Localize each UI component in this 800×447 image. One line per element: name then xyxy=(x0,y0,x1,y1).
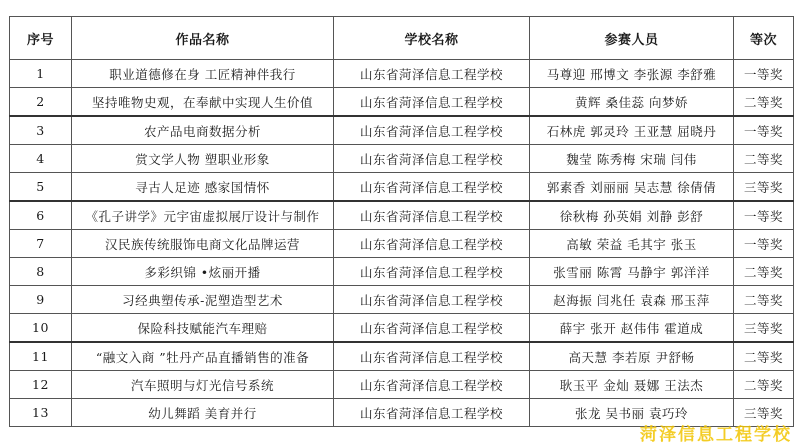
cell-school: 山东省菏泽信息工程学校 xyxy=(334,342,530,371)
cell-work: 坚持唯物史观，在奉献中实现人生价值 xyxy=(72,88,334,117)
header-school: 学校名称 xyxy=(334,17,530,60)
header-members: 参赛人员 xyxy=(530,17,734,60)
cell-work: 汽车照明与灯光信号系统 xyxy=(72,371,334,399)
cell-work: 职业道德修在身 工匠精神伴我行 xyxy=(72,60,334,88)
table-row xyxy=(10,145,794,173)
table-row xyxy=(10,230,794,258)
cell-members: 张龙 吴书丽 袁巧玲 xyxy=(530,399,734,427)
cell-members: 耿玉平 金灿 聂娜 王法杰 xyxy=(530,371,734,399)
cell-work: 多彩织锦 •炫丽开播 xyxy=(72,258,334,286)
cell-school: 山东省菏泽信息工程学校 xyxy=(334,286,530,314)
cell-award: 二等奖 xyxy=(734,145,794,173)
cell-members: 张雪丽 陈霄 马静宇 郭洋洋 xyxy=(530,258,734,286)
table-row xyxy=(10,201,794,230)
cell-award: 三等奖 xyxy=(734,173,794,202)
cell-index: 10 xyxy=(10,314,72,343)
cell-award: 一等奖 xyxy=(734,230,794,258)
cell-award: 三等奖 xyxy=(734,399,794,427)
cell-index: 6 xyxy=(10,201,72,230)
cell-members: 徐秋梅 孙英娟 刘静 彭舒 xyxy=(530,201,734,230)
cell-school: 山东省菏泽信息工程学校 xyxy=(334,116,530,145)
cell-school: 山东省菏泽信息工程学校 xyxy=(334,60,530,88)
cell-index: 11 xyxy=(10,342,72,371)
header-index: 序号 xyxy=(10,17,72,60)
cell-work: 汉民族传统服饰电商文化品牌运营 xyxy=(72,230,334,258)
cell-index: 1 xyxy=(10,60,72,88)
cell-award: 二等奖 xyxy=(734,342,794,371)
cell-work: 寻古人足迹 感家国情怀 xyxy=(72,173,334,202)
header-work: 作品名称 xyxy=(72,17,334,60)
cell-index: 8 xyxy=(10,258,72,286)
cell-index: 12 xyxy=(10,371,72,399)
cell-members: 高敏 荣益 毛其宇 张玉 xyxy=(530,230,734,258)
cell-award: 三等奖 xyxy=(734,314,794,343)
cell-school: 山东省菏泽信息工程学校 xyxy=(334,88,530,117)
cell-work: 赏文学人物 塑职业形象 xyxy=(72,145,334,173)
table-row xyxy=(10,314,794,343)
cell-award: 一等奖 xyxy=(734,201,794,230)
table-row xyxy=(10,342,794,371)
cell-work: 《孔子讲学》元宇宙虚拟展厅设计与制作 xyxy=(72,201,334,230)
cell-school: 山东省菏泽信息工程学校 xyxy=(334,258,530,286)
cell-index: 2 xyxy=(10,88,72,117)
cell-members: 薛宇 张开 赵伟伟 霍道成 xyxy=(530,314,734,343)
cell-index: 3 xyxy=(10,116,72,145)
school-watermark: 菏泽信息工程学校 xyxy=(640,425,792,445)
awards-table xyxy=(9,16,794,427)
cell-award: 二等奖 xyxy=(734,286,794,314)
cell-members: 郭素香 刘丽丽 吴志慧 徐倩倩 xyxy=(530,173,734,202)
table-row xyxy=(10,286,794,314)
cell-award: 一等奖 xyxy=(734,116,794,145)
cell-school: 山东省菏泽信息工程学校 xyxy=(334,201,530,230)
cell-members: 黄辉 桑佳蕊 向梦娇 xyxy=(530,88,734,117)
cell-school: 山东省菏泽信息工程学校 xyxy=(334,230,530,258)
table-header-row xyxy=(10,17,794,60)
cell-index: 7 xyxy=(10,230,72,258)
cell-school: 山东省菏泽信息工程学校 xyxy=(334,371,530,399)
cell-members: 赵海振 闫兆任 袁森 邢玉萍 xyxy=(530,286,734,314)
table-row xyxy=(10,258,794,286)
cell-members: 石林虎 郭灵玲 王亚慧 屈晓丹 xyxy=(530,116,734,145)
cell-members: 魏莹 陈秀梅 宋瑞 闫伟 xyxy=(530,145,734,173)
cell-work: 幼儿舞蹈 美育并行 xyxy=(72,399,334,427)
cell-work: 习经典塑传承-泥塑造型艺术 xyxy=(72,286,334,314)
cell-award: 二等奖 xyxy=(734,371,794,399)
cell-award: 二等奖 xyxy=(734,88,794,117)
cell-members: 高天慧 李若原 尹舒畅 xyxy=(530,342,734,371)
cell-index: 9 xyxy=(10,286,72,314)
table-row xyxy=(10,60,794,88)
cell-work: 农产品电商数据分析 xyxy=(72,116,334,145)
cell-school: 山东省菏泽信息工程学校 xyxy=(334,145,530,173)
cell-index: 4 xyxy=(10,145,72,173)
cell-school: 山东省菏泽信息工程学校 xyxy=(334,173,530,202)
cell-award: 一等奖 xyxy=(734,60,794,88)
cell-work: 保险科技赋能汽车理赔 xyxy=(72,314,334,343)
table-row xyxy=(10,116,794,145)
table-row xyxy=(10,173,794,202)
cell-index: 5 xyxy=(10,173,72,202)
cell-school: 山东省菏泽信息工程学校 xyxy=(334,314,530,343)
cell-award: 二等奖 xyxy=(734,258,794,286)
table-row xyxy=(10,371,794,399)
cell-school: 山东省菏泽信息工程学校 xyxy=(334,399,530,427)
header-award: 等次 xyxy=(734,17,794,60)
table-row xyxy=(10,88,794,117)
cell-members: 马尊迎 邢博文 李张源 李舒雅 xyxy=(530,60,734,88)
cell-index: 13 xyxy=(10,399,72,427)
cell-work: “融文入商 ”牡丹产品直播销售的准备 xyxy=(72,342,334,371)
table-body xyxy=(10,60,794,427)
